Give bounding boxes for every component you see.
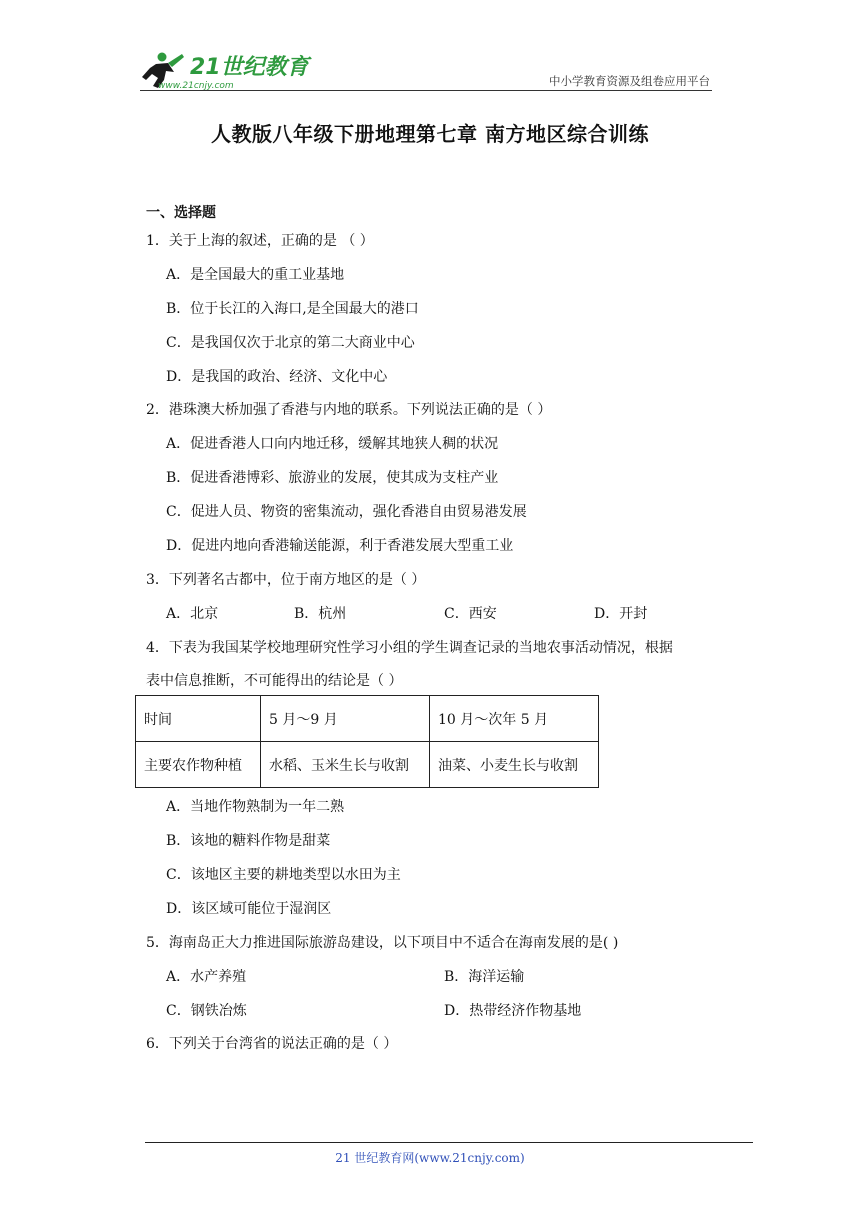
- table-cell: 时间: [136, 696, 261, 742]
- farming-activity-table: [135, 695, 599, 788]
- table-cell: 5 月～9 月: [261, 696, 430, 742]
- question-4-option-d: D．该区域可能位于湿润区: [166, 901, 332, 917]
- question-3-option-b: B．杭州: [294, 606, 347, 622]
- question-3-option-a: A．北京: [166, 606, 219, 622]
- logo-url: www.21cnjy.com: [158, 81, 234, 91]
- question-3-option-c: C．西安: [444, 606, 497, 622]
- question-1-option-a: A．是全国最大的重工业基地: [166, 267, 345, 283]
- question-4-option-b: B．该地的糖料作物是甜菜: [166, 833, 331, 849]
- table-row: [136, 696, 599, 742]
- document-title: 人教版八年级下册地理第七章 南方地区综合训练: [211, 122, 649, 146]
- table-cell: 10 月～次年 5 月: [430, 696, 599, 742]
- question-2-option-b: B．促进香港博彩、旅游业的发展，使其成为支柱产业: [166, 470, 499, 486]
- question-2-option-a: A．促进香港人口向内地迁移，缓解其地狭人稠的状况: [166, 436, 499, 452]
- question-1-option-c: C．是我国仅次于北京的第二大商业中心: [166, 335, 415, 351]
- question-2-option-d: D．促进内地向香港输送能源，利于香港发展大型重工业: [166, 538, 514, 554]
- question-4-option-a: A．当地作物熟制为一年二熟: [166, 799, 345, 815]
- question-4-stem-line-2: 表中信息推断，不可能得出的结论是（ ）: [146, 673, 403, 689]
- footer-link[interactable]: 21 世纪教育网(www.21cnjy.com): [335, 1151, 525, 1165]
- section-heading: 一、选择题: [146, 205, 216, 221]
- table-cell: 油菜、小麦生长与收割: [430, 742, 599, 788]
- question-1-option-d: D．是我国的政治、经济、文化中心: [166, 369, 388, 385]
- logo-text: 21世纪教育: [190, 55, 309, 80]
- table-cell: 主要农作物种植: [136, 742, 261, 788]
- question-5-option-d: D．热带经济作物基地: [444, 1003, 582, 1019]
- question-2-stem: 2．港珠澳大桥加强了香港与内地的联系。下列说法正确的是（ ）: [146, 402, 552, 418]
- table-cell: 水稻、玉米生长与收割: [261, 742, 430, 788]
- table-row: [136, 742, 599, 788]
- header-divider: [140, 90, 712, 91]
- question-5-option-a: A．水产养殖: [166, 969, 247, 985]
- header-tagline: 中小学教育资源及组卷应用平台: [549, 74, 710, 88]
- question-4-stem-line-1: 4．下表为我国某学校地理研究性学习小组的学生调查记录的当地农事活动情况，根据: [146, 640, 673, 656]
- site-logo: [138, 44, 318, 92]
- question-2-option-c: C．促进人员、物资的密集流动，强化香港自由贸易港发展: [166, 504, 527, 520]
- question-6-stem: 6．下列关于台湾省的说法正确的是（ ）: [146, 1036, 398, 1052]
- question-3-option-d: D．开封: [594, 606, 648, 622]
- question-5-option-b: B．海洋运输: [444, 969, 525, 985]
- question-5-option-c: C．钢铁冶炼: [166, 1003, 247, 1019]
- question-5-stem: 5．海南岛正大力推进国际旅游岛建设，以下项目中不适合在海南发展的是( ): [146, 935, 619, 951]
- question-1-option-b: B．位于长江的入海口,是全国最大的港口: [166, 301, 419, 317]
- question-4-option-c: C．该地区主要的耕地类型以水田为主: [166, 867, 401, 883]
- question-1-stem: 1．关于上海的叙述，正确的是 （ ）: [146, 233, 374, 249]
- footer-divider: [145, 1142, 753, 1143]
- question-3-stem: 3．下列著名古都中，位于南方地区的是（ ）: [146, 572, 426, 588]
